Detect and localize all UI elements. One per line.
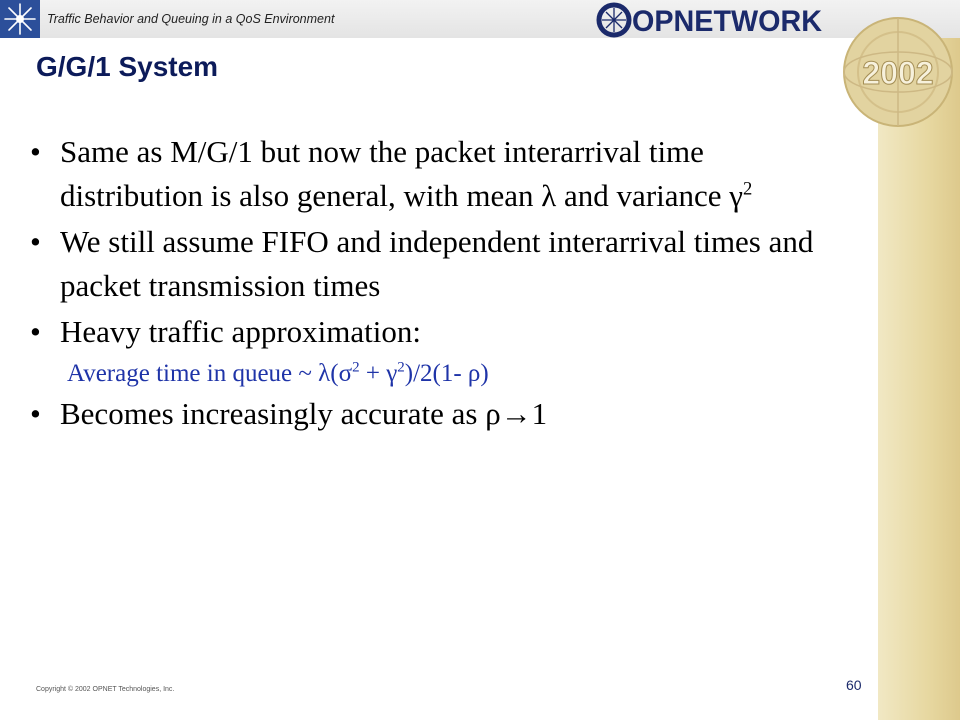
starburst-logo-icon — [0, 0, 40, 38]
formula-exponent: 2 — [397, 359, 405, 376]
heavy-traffic-formula — [67, 356, 850, 392]
bullet-marker: • — [30, 224, 41, 259]
formula-part: )/2(1- ρ) — [404, 360, 489, 387]
bullet-item — [30, 130, 850, 218]
slide-title: G/G/1 System — [36, 51, 219, 82]
bullet-marker: • — [30, 314, 41, 349]
brand-name: OPNETWORK — [632, 5, 823, 38]
copyright-notice: Copyright © 2002 OPNET Technologies, Inc. — [36, 686, 175, 693]
bullet-list — [30, 130, 850, 438]
bullet-item — [30, 220, 850, 308]
bullet-text: Heavy traffic approximation: — [60, 314, 421, 349]
bullet-marker: • — [30, 396, 41, 431]
year-badge — [838, 14, 958, 130]
page-number: 60 — [846, 677, 862, 693]
formula-exponent: 2 — [352, 359, 360, 376]
decorative-side-strip — [878, 38, 960, 720]
bullet-item — [30, 392, 850, 436]
bullet-text: Same as M/G/1 but now the packet interarrival time distribution is also general, with mean λ and variance γ — [60, 134, 743, 213]
formula-part: + γ — [359, 360, 398, 387]
bullet-text: We still assume FIFO and independent interarrival times and packet transmission times — [60, 224, 814, 303]
badge-year: 2002 — [862, 55, 934, 91]
bullet-marker: • — [30, 134, 41, 169]
variance-exponent: 2 — [742, 178, 753, 200]
bullet-item — [30, 310, 850, 354]
presentation-title: Traffic Behavior and Queuing in a QoS Environment — [47, 12, 335, 26]
opnetwork-logo — [596, 0, 836, 40]
bullet-text: Becomes increasingly accurate as ρ→1 — [60, 396, 548, 431]
formula-part: Average time in queue ~ λ(σ — [67, 360, 353, 387]
